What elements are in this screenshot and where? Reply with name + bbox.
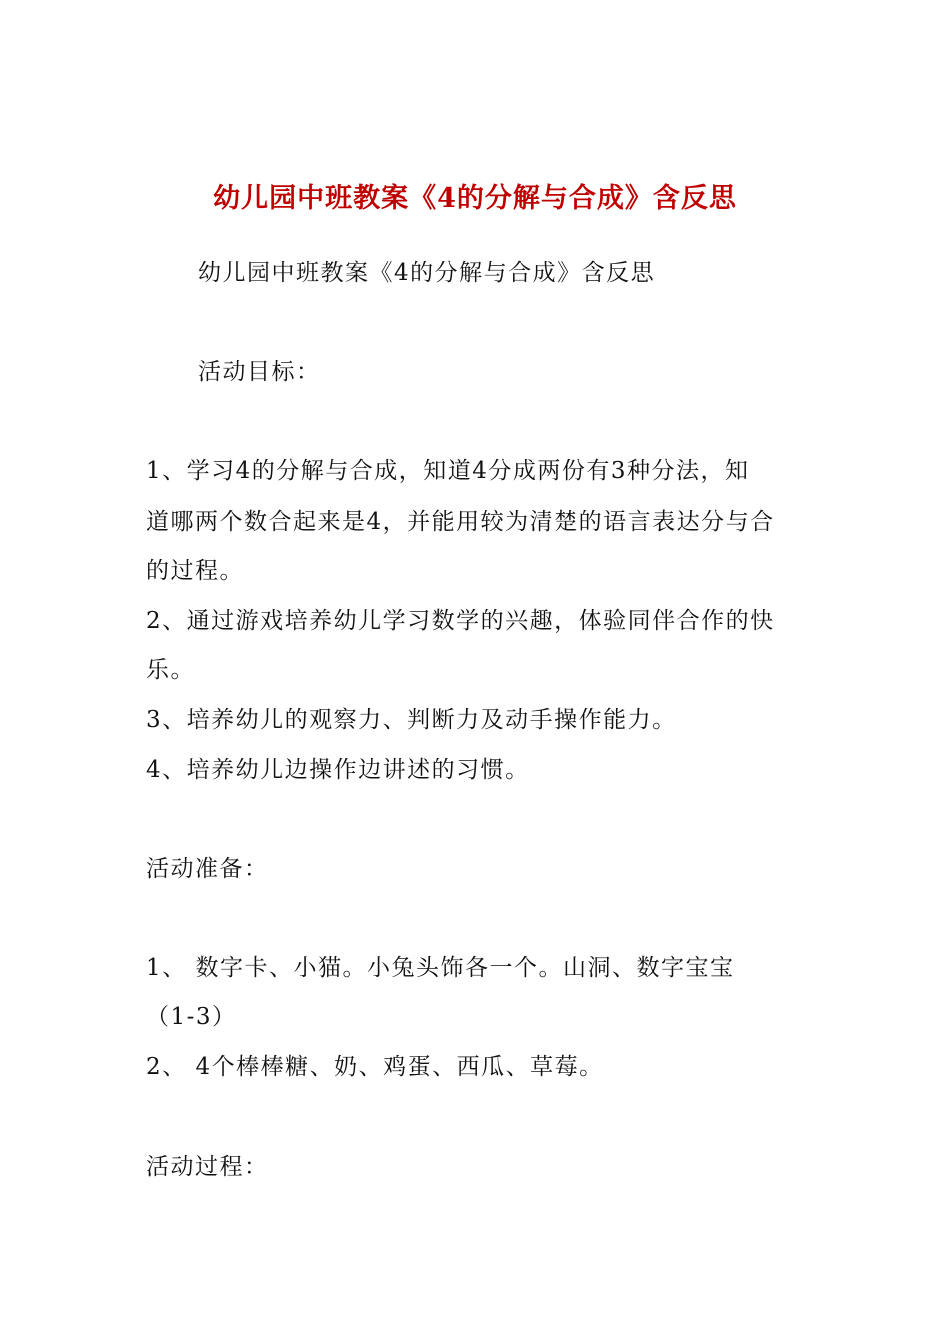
goal-line: 道哪两个数合起来是4，并能用较为清楚的语言表达分与合 bbox=[146, 509, 775, 535]
prep-line: （1-3） bbox=[146, 1004, 237, 1030]
process-heading: 活动过程： bbox=[146, 1154, 269, 1180]
goal-line: 的过程。 bbox=[146, 558, 244, 584]
goal-line: 2、通过游戏培养幼儿学习数学的兴趣，体验同伴合作的快 bbox=[146, 608, 775, 634]
prep-line: 2、 4个棒棒糖、奶、鸡蛋、西瓜、草莓。 bbox=[146, 1054, 604, 1080]
goal-line: 3、培养幼儿的观察力、判断力及动手操作能力。 bbox=[146, 707, 677, 733]
goal-line: 1、学习4的分解与合成，知道4分成两份有3种分法，知 bbox=[146, 458, 750, 484]
prep-line: 1、 数字卡、小猫。小兔头饰各一个。山洞、数字宝宝 bbox=[146, 955, 735, 981]
goal-line: 4、培养幼儿边操作边讲述的习惯。 bbox=[146, 757, 530, 783]
prep-heading: 活动准备： bbox=[146, 856, 269, 882]
goal-line: 乐。 bbox=[146, 657, 195, 683]
document-subtitle: 幼儿园中班教案《4的分解与合成》含反思 bbox=[198, 260, 656, 286]
document-title: 幼儿园中班教案《4的分解与合成》含反思 bbox=[213, 183, 737, 214]
goals-heading: 活动目标： bbox=[198, 359, 321, 385]
